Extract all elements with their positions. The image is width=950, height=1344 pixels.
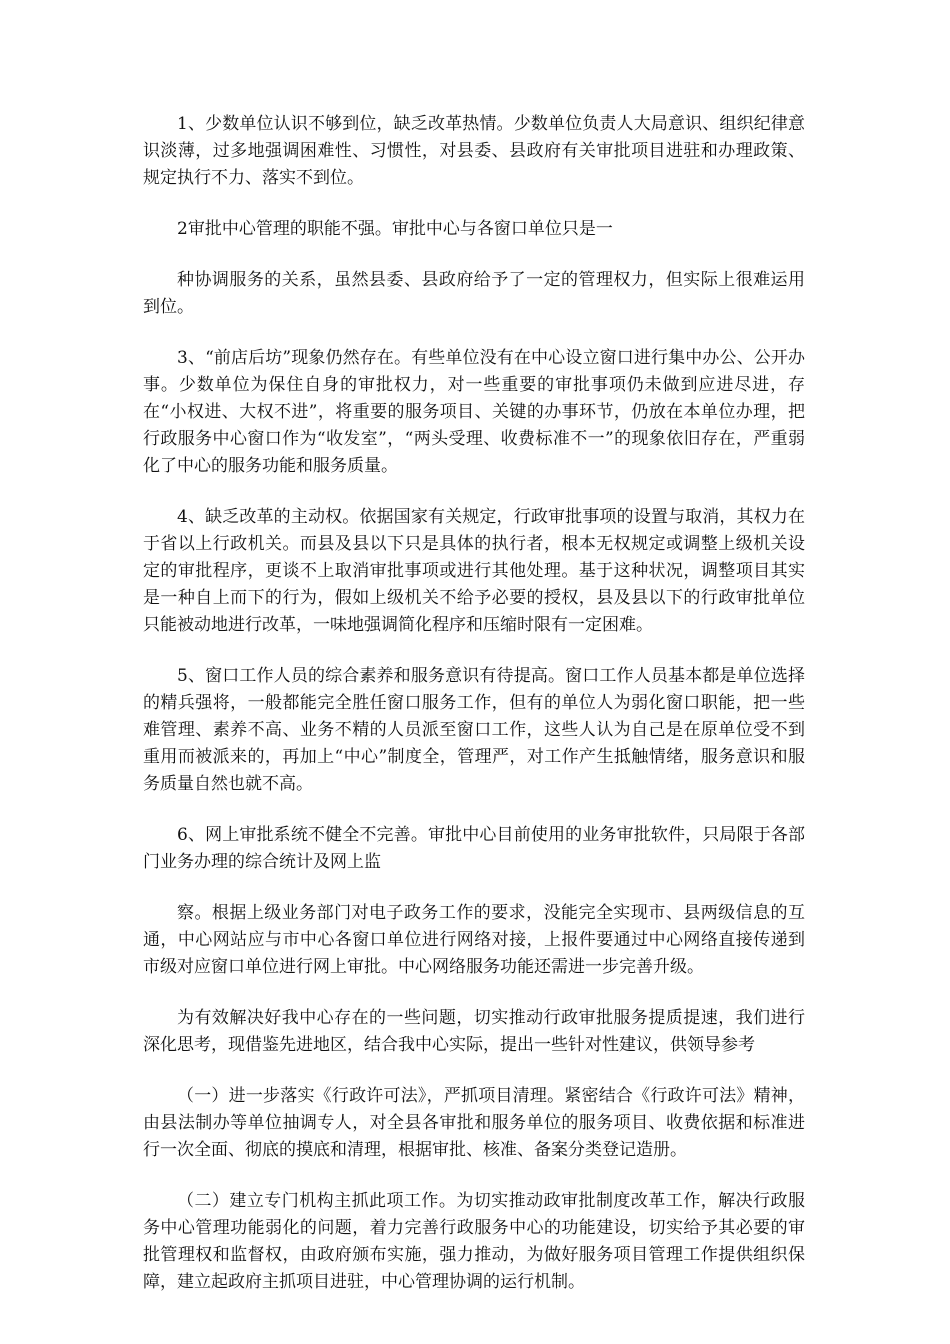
paragraph-item-6-continued: 察。根据上级业务部门对电子政务工作的要求，没能完全实现市、县两级信息的互通，中心网站应与市中心各窗口单位进行网络对接，上报件要通过中心网络直接传递到市级对应窗口单位进行网上审批。中心网络服务功能还需进一步完善升级。 bbox=[143, 903, 805, 977]
paragraph-item-3: 3、“前店后坊”现象仍然存在。有些单位没有在中心设立窗口进行集中办公、公开办事。少数单位为保住自身的审批权力，对一些重要的审批事项仍未做到应进尽进，存在“小权进、大权不进”，将重要的服务项目、关键的办事环节，仍放在本单位办理，把行政服务中心窗口作为“收发室”，“两头受理、收费标准不一”的现象依旧存在，严重弱化了中心的服务功能和服务质量。 bbox=[143, 348, 805, 476]
paragraph-suggestions-intro: 为有效解决好我中心存在的一些问题，切实推动行政审批服务提质提速，我们进行深化思考，现借鉴先进地区，结合我中心实际，提出一些针对性建议，供领导参考 bbox=[143, 1008, 805, 1055]
paragraph-item-5: 5、窗口工作人员的综合素养和服务意识有待提高。窗口工作人员基本都是单位选择的精兵强将，一般都能完全胜任窗口服务工作，但有的单位人为弱化窗口职能，把一些难管理、素养不高、业务不精的人员派至窗口工作，这些人认为自己是在原单位受不到重用而被派来的，再加上“中心”制度全，管理严，对工作产生抵触情绪，服务意识和服务质量自然也就不高。 bbox=[143, 666, 805, 794]
paragraph-item-1: 1、少数单位认识不够到位，缺乏改革热情。少数单位负责人大局意识、组织纪律意识淡薄，过多地强调困难性、习惯性，对县委、县政府有关审批项目进驻和办理政策、规定执行不力、落实不到位。 bbox=[143, 114, 805, 188]
paragraph-item-4: 4、缺乏改革的主动权。依据国家有关规定，行政审批事项的设置与取消，其权力在于省以上行政机关。而县及县以下只是具体的执行者，根本无权规定或调整上级机关设定的审批程序，更谈不上取消审批事项或进行其他处理。基于这种状况，调整项目其实是一种自上而下的行为，假如上级机关不给予必要的授权，县及县以下的行政审批单位只能被动地进行改革，一味地强调简化程序和压缩时限有一定困难。 bbox=[143, 507, 805, 635]
paragraph-suggestion-1: （一）进一步落实《行政许可法》，严抓项目清理。紧密结合《行政许可法》精神，由县法制办等单位抽调专人，对全县各审批和服务单位的服务项目、收费依据和标准进行一次全面、彻底的摸底和清理，根据审批、核准、备案分类登记造册。 bbox=[143, 1086, 805, 1160]
document-body bbox=[143, 111, 805, 1296]
paragraph-item-6: 6、网上审批系统不健全不完善。审批中心目前使用的业务审批软件，只局限于各部门业务办理的综合统计及网上监 bbox=[143, 825, 805, 872]
paragraph-item-2-continued: 种协调服务的关系，虽然县委、县政府给予了一定的管理权力，但实际上很难运用到位。 bbox=[143, 270, 805, 317]
paragraph-suggestion-2: （二）建立专门机构主抓此项工作。为切实推动政审批制度改革工作，解决行政服务中心管理功能弱化的问题，着力完善行政服务中心的功能建设，切实给予其必要的审批管理权和监督权，由政府颁布实施，强力推动，为做好服务项目管理工作提供组织保障，建立起政府主抓项目进驻，中心管理协调的运行机制。 bbox=[143, 1191, 805, 1292]
paragraph-item-2: 2审批中心管理的职能不强。审批中心与各窗口单位只是一 bbox=[177, 219, 613, 239]
